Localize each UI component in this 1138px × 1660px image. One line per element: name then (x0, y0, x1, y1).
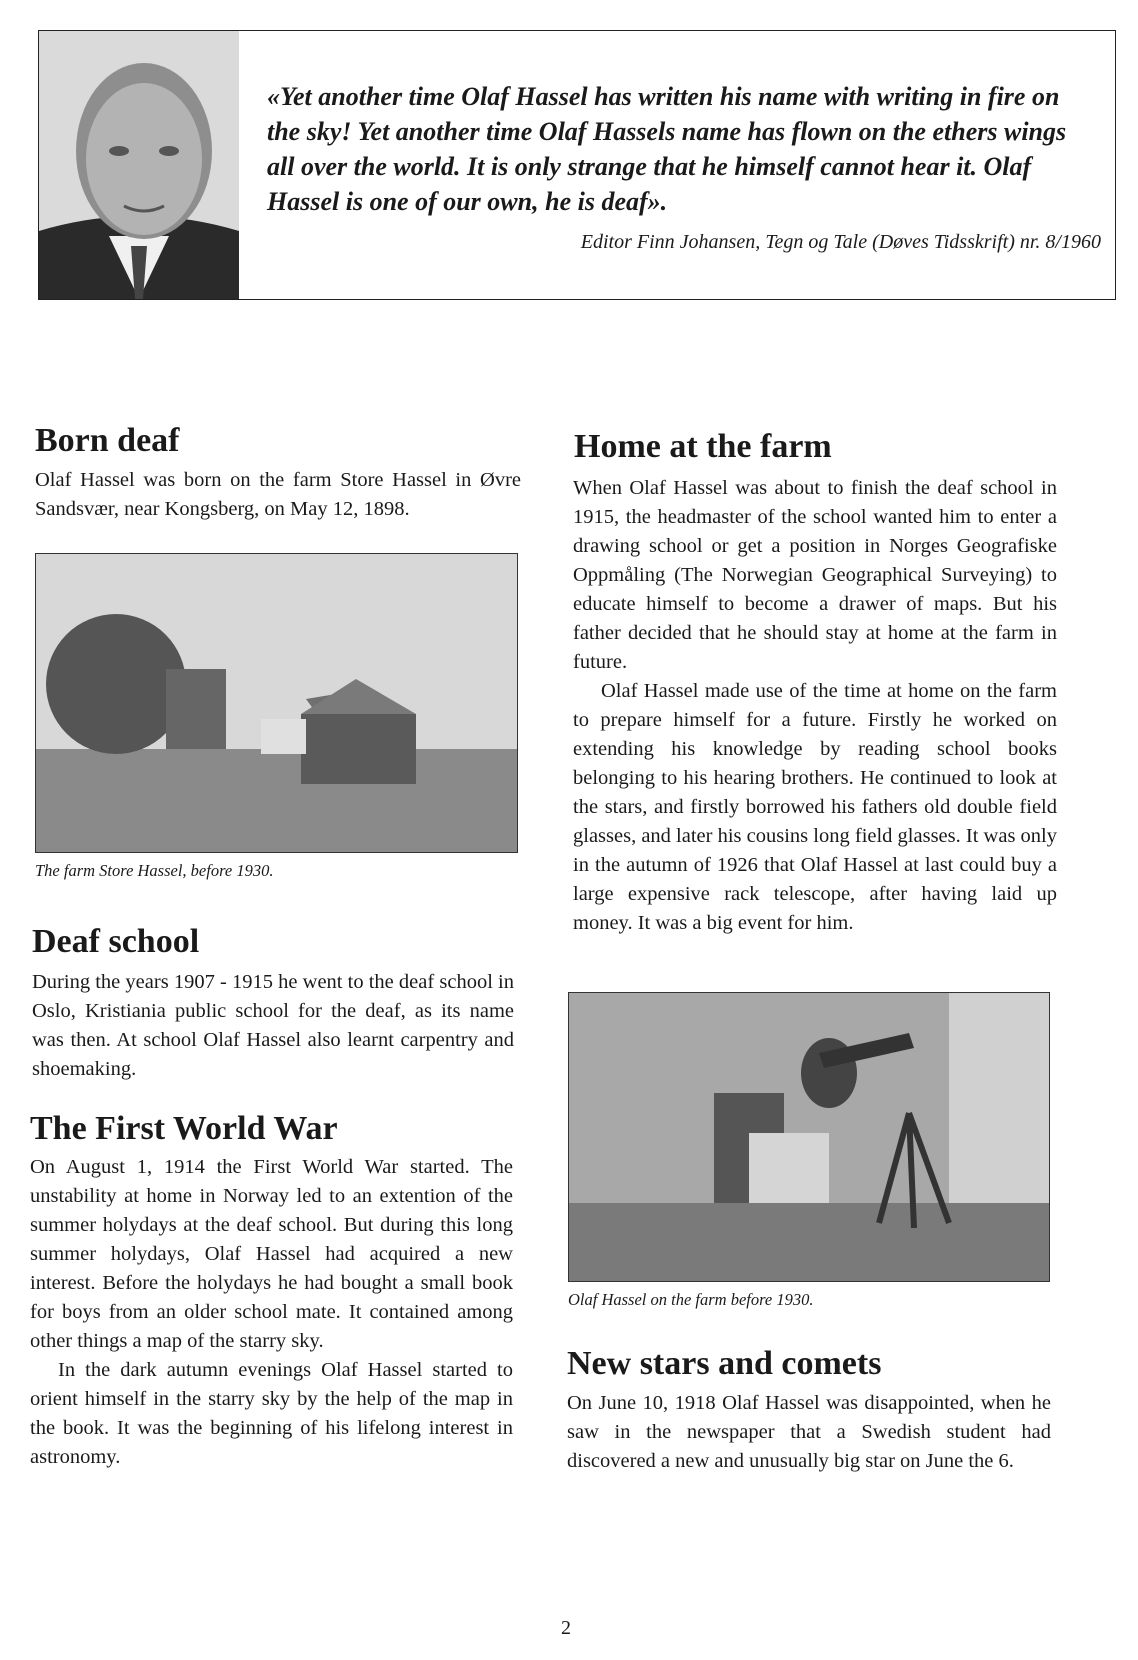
quote-text: «Yet another time Olaf Hassel has written his name with writing in fire on the sky! Yet another time Olaf Hassels name has flown on the ethers wings all over the world. It is only strange that he himself cannot hear it. Olaf Hassel is one of our own, he is deaf». (267, 82, 1067, 216)
paragraph: In the dark autumn evenings Olaf Hassel started to orient himself in the starry sky by the help of the map in the book. It was the beginning of his lifelong interest in astronomy. (30, 1359, 513, 1468)
text-born-deaf (35, 466, 521, 524)
text-new-stars (567, 1389, 1051, 1476)
farm-photo-caption: The farm Store Hassel, before 1930. (35, 861, 274, 880)
paragraph: During the years 1907 - 1915 he went to the deaf school in Oslo, Kristiania public school for the deaf, as its name was then. At school Olaf Hassel also learnt carpentry and shoemaking. (32, 971, 514, 1080)
paragraph: When Olaf Hassel was about to finish the deaf school in 1915, the headmaster of the school wanted him to enter a drawing school or get a position in Norges Geografiske Oppmåling (The Norwegian Geographical Surveying) to educate himself to become a drawer of maps. But his father decided that he should stay at home at the farm in future. (573, 477, 1057, 673)
heading-born-deaf: Born deaf (35, 422, 180, 459)
paragraph: Olaf Hassel was born on the farm Store Hassel in Øvre Sandsvær, near Kongsberg, on May 12, 1898. (35, 469, 521, 520)
page-number: 2 (561, 1617, 571, 1639)
heading-deaf-school: Deaf school (32, 923, 200, 960)
paragraph: On August 1, 1914 the First World War started. The unstability at home in Norway led to an extention of the summer holydays at the deaf school. But during this long summer holydays, Olaf Hassel had acquired a new interest. Before the holydays he had bought a small book for boys from an older school mate. It contained among other things a map of the starry sky. (30, 1156, 513, 1352)
telescope-photo-caption: Olaf Hassel on the farm before 1930. (568, 1290, 814, 1309)
quote-box (38, 30, 1116, 300)
heading-new-stars: New stars and comets (567, 1345, 882, 1382)
heading-home-at-farm: Home at the farm (574, 428, 832, 465)
farm-photo (35, 553, 518, 853)
text-first-world-war (30, 1153, 513, 1472)
heading-first-world-war: The First World War (30, 1110, 338, 1147)
portrait-photo (39, 31, 239, 299)
quote-attribution: Editor Finn Johansen, Tegn og Tale (Døves Tidsskrift) nr. 8/1960 (580, 231, 1101, 253)
text-deaf-school (32, 968, 514, 1084)
paragraph: On June 10, 1918 Olaf Hassel was disappointed, when he saw in the newspaper that a Swedish student had discovered a new and unusually big star on June the 6. (567, 1392, 1051, 1472)
text-home-at-farm (573, 474, 1057, 938)
paragraph: Olaf Hassel made use of the time at home on the farm to prepare himself for a future. Firstly he worked on extending his knowledge by reading school books belonging to his hearing brothers. He continued to look at the stars, and firstly borrowed his fathers old double field glasses, and later his cousins long field glasses. It was only in the autumn of 1926 that Olaf Hassel at last could buy a large expensive rack telescope, after having laid up money. It was a big event for him. (573, 680, 1057, 934)
telescope-photo (568, 992, 1050, 1282)
